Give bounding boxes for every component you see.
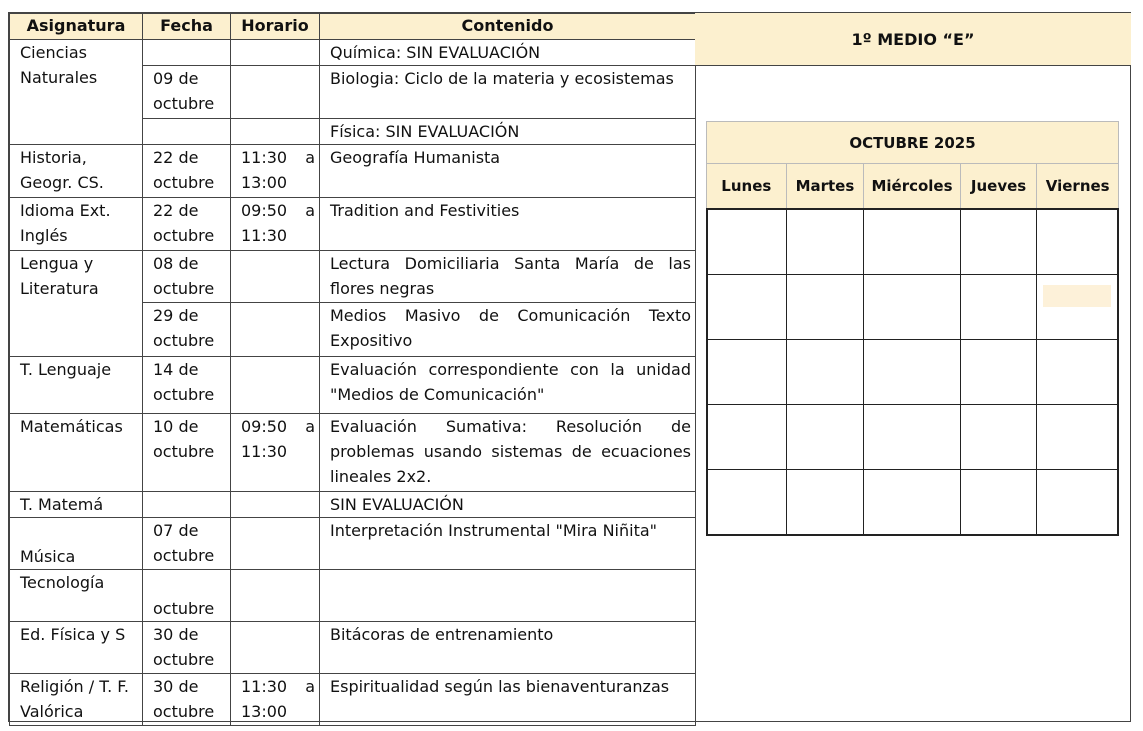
date-ingles: 22 de octubre [143, 198, 231, 251]
content-lengua-2: Medios Masivo de Comunicación Texto Expositivo [320, 303, 696, 357]
document-frame [8, 12, 1131, 722]
calendar-day-cell [787, 405, 864, 469]
calendar-day-cell [864, 470, 960, 534]
content-biologia: Biologia: Ciclo de la materia y ecosistemas [320, 66, 696, 119]
calendar-day-cell [1037, 340, 1117, 404]
calendar-day-cell [1037, 470, 1117, 534]
content-matematicas: Evaluación Sumativa: Resolución de problemas usando sistemas de ecuaciones lineales 2x2. [320, 414, 696, 492]
calendar [706, 121, 1119, 536]
time-cell [231, 492, 320, 518]
subject-ingles: Idioma Ext. Inglés [10, 198, 143, 251]
subject-ciencias-naturales: Ciencias Naturales [10, 40, 143, 145]
calendar-week [708, 210, 1117, 275]
time-cell [231, 40, 320, 66]
subject-lengua: Lengua y Literatura [10, 251, 143, 357]
date-biologia: 09 de octubre [143, 66, 231, 119]
date-historia: 22 de octubre [143, 145, 231, 198]
subject-religion: Religión / T. F. Valórica [10, 674, 143, 726]
content-fisica: Física: SIN EVALUACIÓN [320, 119, 696, 145]
calendar-grid [706, 208, 1119, 536]
content-ingles: Tradition and Festivities [320, 198, 696, 251]
date-ed-fisica: 30 de octubre [143, 622, 231, 674]
date-religion: 30 de octubre [143, 674, 231, 726]
time-cell [231, 303, 320, 357]
weekday-jueves: Jueves [961, 164, 1038, 208]
calendar-day-cell [961, 275, 1037, 339]
calendar-day-cell [864, 405, 960, 469]
time-cell [231, 622, 320, 674]
calendar-week [708, 275, 1117, 340]
time-historia: 11:30 a 13:00 [231, 145, 320, 198]
calendar-day-cell [864, 340, 960, 404]
content-lengua-1: Lectura Domiciliaria Santa María de las flores negras [320, 251, 696, 303]
header-subject: Asignatura [10, 14, 143, 40]
content-historia: Geografía Humanista [320, 145, 696, 198]
subject-t-matematica: T. Matemá [10, 492, 143, 518]
calendar-day-cell [708, 340, 787, 404]
time-cell [231, 66, 320, 119]
weekday-viernes: Viernes [1045, 177, 1110, 195]
calendar-week [708, 470, 1117, 534]
calendar-day-cell [1037, 275, 1117, 339]
header-content: Contenido [320, 14, 696, 40]
header-date: Fecha [143, 14, 231, 40]
date-cell [143, 492, 231, 518]
date-lengua-1: 08 de octubre [143, 251, 231, 303]
time-cell [231, 357, 320, 414]
subject-musica: Música [10, 518, 143, 570]
date-lengua-2: 29 de octubre [143, 303, 231, 357]
time-ingles: 09:50 a 11:30 [231, 198, 320, 251]
calendar-day-cell [708, 210, 787, 274]
header-time: Horario [231, 14, 320, 40]
course-title: 1º MEDIO “E” [695, 13, 1131, 66]
calendar-day-cell [1037, 210, 1117, 274]
subject-t-lenguaje: T. Lenguaje [10, 357, 143, 414]
time-matematicas: 09:50 a 11:30 [231, 414, 320, 492]
content-cell [320, 570, 696, 622]
calendar-day-cell [961, 210, 1037, 274]
calendar-day-cell [787, 470, 864, 534]
calendar-title: OCTUBRE 2025 [706, 121, 1119, 164]
date-cell [143, 40, 231, 66]
time-cell [231, 251, 320, 303]
calendar-week [708, 340, 1117, 405]
schedule-table [9, 13, 696, 726]
calendar-day-cell [864, 210, 960, 274]
weekday-lunes: Lunes [707, 164, 787, 208]
calendar-weekday-header [706, 164, 1119, 208]
time-cell [231, 119, 320, 145]
calendar-day-cell [708, 405, 787, 469]
calendar-day-cell [961, 340, 1037, 404]
content-t-lenguaje: Evaluación correspondiente con la unidad "Medios de Comunicación" [320, 357, 696, 414]
calendar-day-cell [961, 405, 1037, 469]
highlight-mark [1043, 285, 1111, 307]
content-ed-fisica: Bitácoras de entrenamiento [320, 622, 696, 674]
subject-historia: Historia, Geogr. CS. [10, 145, 143, 198]
content-quimica: Química: SIN EVALUACIÓN [320, 40, 696, 66]
calendar-week [708, 405, 1117, 470]
calendar-day-cell [708, 275, 787, 339]
date-t-lenguaje: 14 de octubre [143, 357, 231, 414]
time-religion: 11:30 a 13:00 [231, 674, 320, 726]
calendar-day-cell [864, 275, 960, 339]
time-cell [231, 518, 320, 570]
date-cell [143, 119, 231, 145]
calendar-day-cell [708, 470, 787, 534]
calendar-day-cell [787, 340, 864, 404]
weekday-miercoles: Miércoles [864, 164, 961, 208]
subject-matematicas: Matemáticas [10, 414, 143, 492]
subject-tecnologia: Tecnología [10, 570, 143, 622]
time-cell [231, 570, 320, 622]
content-t-matematica: SIN EVALUACIÓN [320, 492, 696, 518]
calendar-day-cell [787, 275, 864, 339]
weekday-martes: Martes [787, 164, 865, 208]
date-matematicas: 10 de octubre [143, 414, 231, 492]
date-musica: 07 de octubre [143, 518, 231, 570]
content-musica: Interpretación Instrumental "Mira Niñita" [320, 518, 696, 570]
calendar-day-cell [787, 210, 864, 274]
date-tecnologia: octubre [143, 570, 231, 622]
calendar-day-cell [1037, 405, 1117, 469]
content-religion: Espiritualidad según las bienaventuranzas [320, 674, 696, 726]
calendar-day-cell [961, 470, 1037, 534]
subject-ed-fisica: Ed. Física y S [10, 622, 143, 674]
